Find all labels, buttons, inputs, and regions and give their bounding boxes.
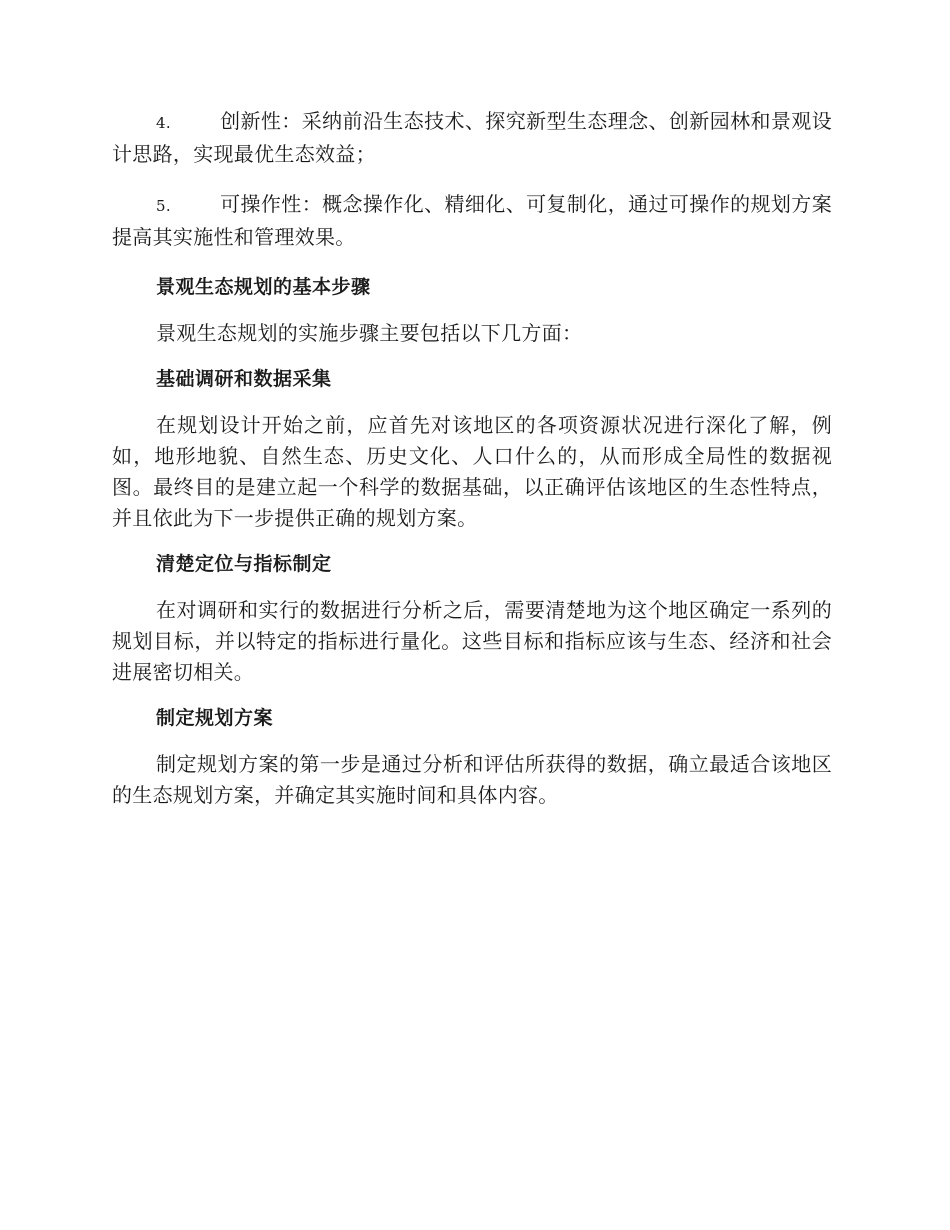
subheading-survey-data: 基础调研和数据采集 [156,368,332,390]
paragraph-positioning-indicators: 在对调研和实行的数据进行分析之后，需要清楚地为这个地区确定一系列的规划目标，并以特定的指标进行量化。这些目标和指标应该与生态、经济和社会进展密切相关。 [112,598,832,684]
list-item-text: 创新性：采纳前沿生态技术、探究新型生态理念、创新园林和景观设计思路，实现最优生态效益； [112,109,832,166]
list-number: 4. [156,114,171,132]
list-item-text: 可操作性：概念操作化、精细化、可复制化，通过可操作的规划方案提高其实施性和管理效果。 [112,192,832,249]
section-heading-basic-steps: 景观生态规划的基本步骤 [156,276,371,298]
document-page [112,106,832,826]
paragraph-plan-formulation: 制定规划方案的第一步是通过分析和评估所获得的数据，确立最适合该地区的生态规划方案，并确定其实施时间和具体内容。 [112,752,832,807]
subheading-positioning-indicators: 清楚定位与指标制定 [156,553,332,575]
section-intro-paragraph: 景观生态规划的实施步骤主要包括以下几方面： [156,321,583,345]
paragraph-survey-data: 在规划设计开始之前，应首先对该地区的各项资源状况进行深化了解，例如，地形地貌、自然生态、历史文化、人口什么的，从而形成全局性的数据视图。最终目的是建立起一个科学的数据基础，以正确评估该地区的生态性特点，并且依此为下一步提供正确的规划方案。 [112,413,832,530]
list-number: 5. [156,197,171,215]
subheading-plan-formulation: 制定规划方案 [156,707,274,729]
list-item-innovation [112,106,832,170]
list-item-operability [112,189,832,253]
